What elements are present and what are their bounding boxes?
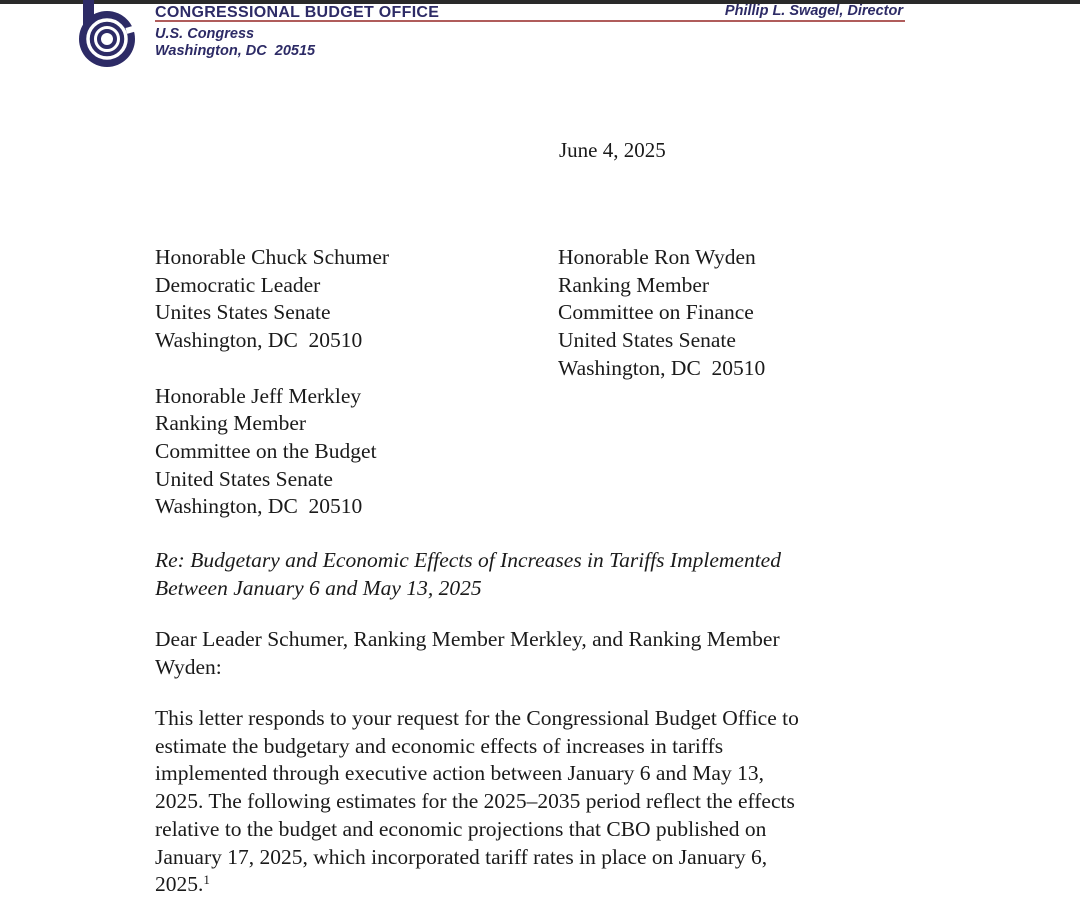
body-line: implemented through executive action between January 6 and May 13, bbox=[155, 761, 764, 786]
address-line: Committee on the Budget bbox=[155, 438, 377, 463]
address-line: Ranking Member bbox=[155, 411, 307, 436]
body-line: This letter responds to your request for the Congressional Budget Office to bbox=[155, 706, 799, 730]
subject-line bbox=[155, 547, 781, 602]
address-line: United States Senate bbox=[558, 328, 736, 353]
director-name: Phillip L. Swagel, Director bbox=[724, 3, 903, 19]
body-line-last-text: 2025. bbox=[155, 872, 204, 897]
salutation bbox=[155, 626, 780, 681]
letter-date: June 4, 2025 bbox=[559, 138, 666, 162]
address-line: Honorable Jeff Merkley bbox=[155, 383, 362, 408]
body-line-last bbox=[155, 871, 799, 899]
org-line2: U.S. Congress bbox=[155, 26, 255, 42]
body-line: January 17, 2025, which incorporated tariff rates in place on January 6, bbox=[155, 844, 768, 869]
footnote-marker: 1 bbox=[203, 872, 210, 888]
address-block-wyden bbox=[558, 244, 765, 383]
salutation-line-1: Dear Leader Schumer, Ranking Member Merkley, and Ranking Member bbox=[155, 627, 780, 651]
org-name: CONGRESSIONAL BUDGET OFFICE bbox=[155, 4, 440, 21]
body-line: 2025. The following estimates for the 2025–2035 period reflect the effects bbox=[155, 789, 795, 814]
subject-line-2: Between January 6 and May 13, 2025 bbox=[155, 575, 482, 600]
address-line: Honorable Ron Wyden bbox=[558, 245, 756, 269]
address-block-schumer bbox=[155, 244, 558, 355]
cbo-logo-icon bbox=[74, 0, 140, 70]
address-line: Democratic Leader bbox=[155, 272, 321, 297]
address-line: Unites States Senate bbox=[155, 300, 331, 325]
salutation-line-2: Wyden: bbox=[155, 654, 222, 679]
letterhead-org-block bbox=[155, 3, 439, 60]
subject-line-1: Re: Budgetary and Economic Effects of Increases in Tariffs Implemented bbox=[155, 548, 781, 572]
address-line: United States Senate bbox=[155, 466, 333, 491]
address-line: Honorable Chuck Schumer bbox=[155, 245, 390, 269]
address-line: Washington, DC 20510 bbox=[155, 494, 363, 519]
address-line: Washington, DC 20510 bbox=[155, 328, 363, 353]
recipient-addresses bbox=[155, 244, 765, 521]
body-line: relative to the budget and economic projections that CBO published on bbox=[155, 816, 767, 841]
body-paragraph bbox=[155, 705, 799, 899]
address-line: Ranking Member bbox=[558, 272, 710, 297]
address-line: Washington, DC 20510 bbox=[558, 355, 766, 380]
address-column-left bbox=[155, 244, 558, 521]
org-line3: Washington, DC 20515 bbox=[155, 43, 316, 59]
address-block-merkley bbox=[155, 383, 558, 522]
address-column-right bbox=[558, 244, 765, 521]
body-line: estimate the budgetary and economic effects of increases in tariffs bbox=[155, 733, 724, 758]
address-line: Committee on Finance bbox=[558, 300, 754, 325]
